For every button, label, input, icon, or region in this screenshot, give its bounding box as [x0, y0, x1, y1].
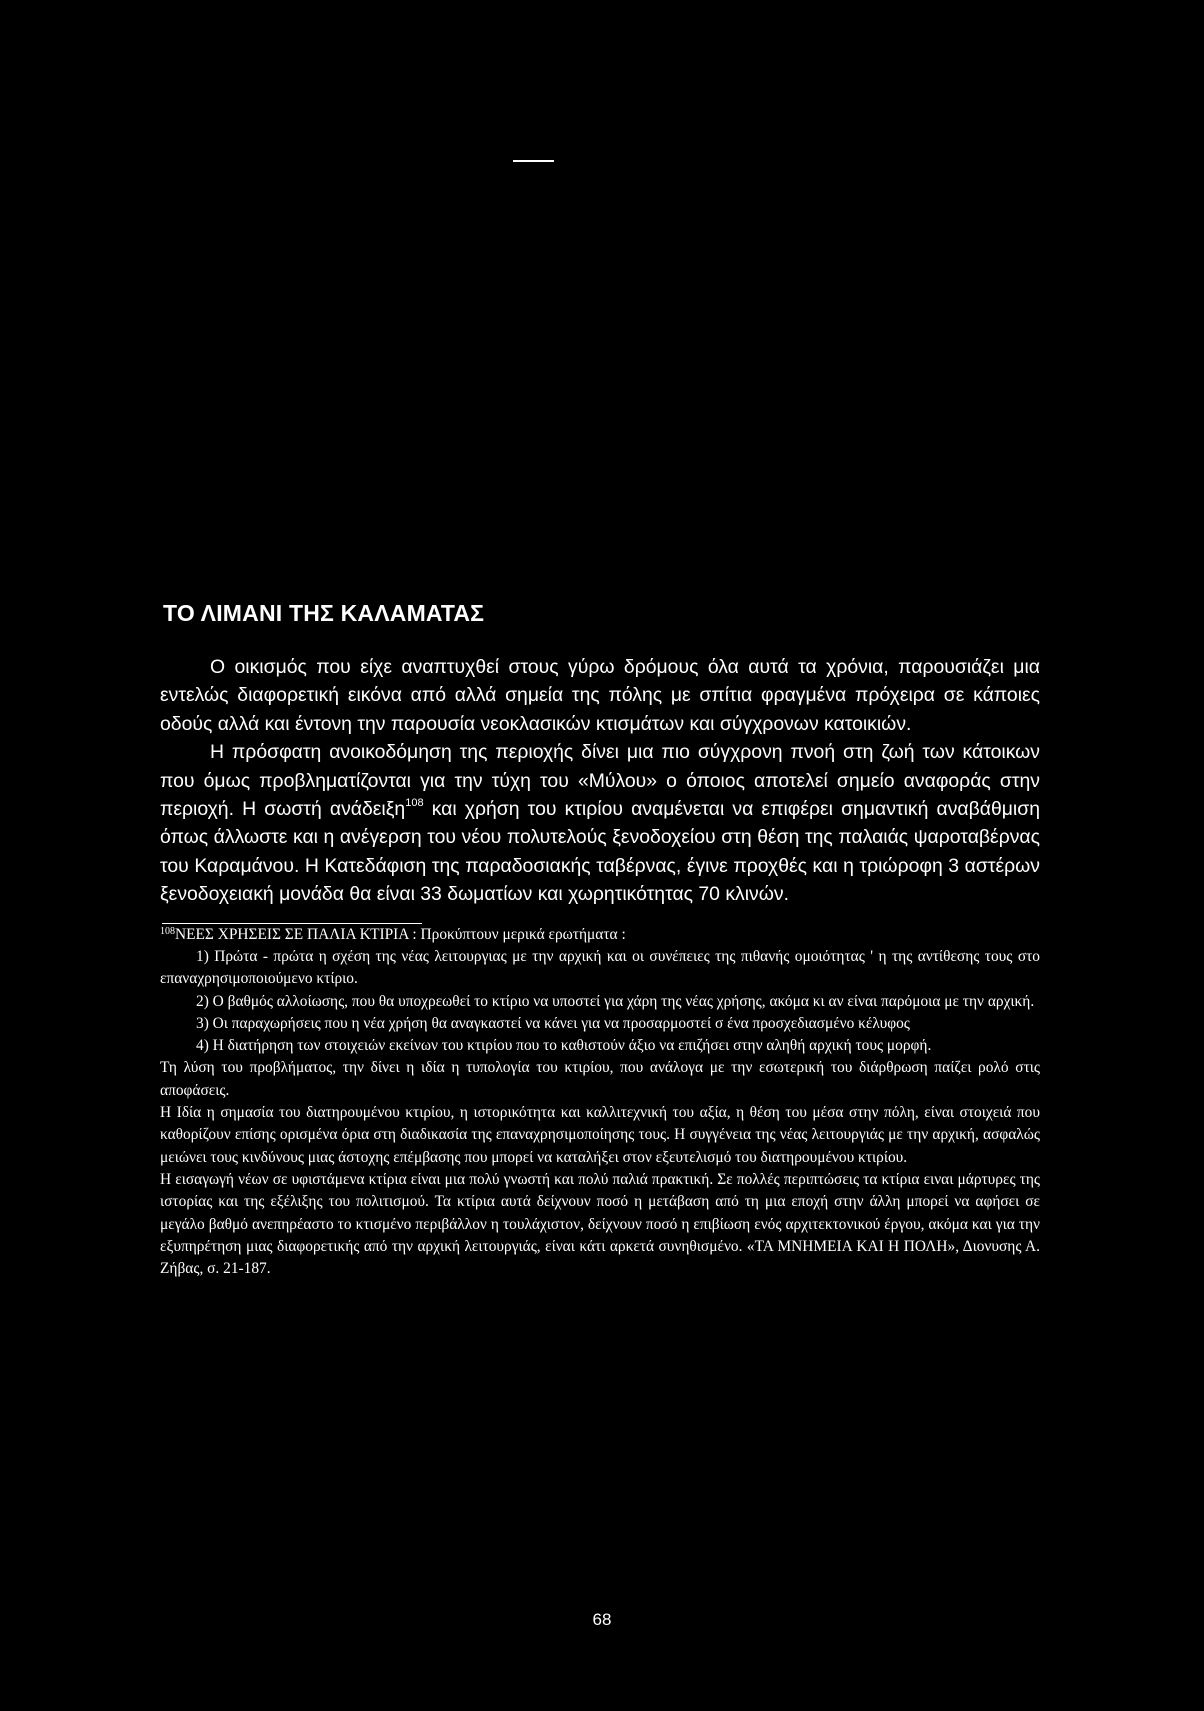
footnote-question-2: 2) Ο βαθμός αλλοίωσης, που θα υποχρεωθεί το κτίριο να υποστεί για χάρη της νέας χρήσης, ακόμα κι αν είναι παρόμοια με την αρχική. [196, 992, 1035, 1010]
footnote-question-4: 4) Η διατήρηση των στοιχειών εκείνων του κτιρίου που το καθιστούν άξιο να επιζήσει στην αληθή αρχική τους μορφή. [196, 1037, 932, 1055]
body-paragraph-1: Ο οικισμός που είχε αναπτυχθεί στους γύρω δρόμους όλα αυτά τα χρόνια, παρουσιάζει μια εντελώς διαφορετική εικόνα από αλλά σημεία της πόλης με σπίτια φραγμένα πρόχειρα σε κάποιες οδούς αλλά και έντονη την παρουσία νεοκλασικών κτισμάτων και σύγχρονων κατοικιών. [160, 656, 1040, 735]
body-paragraph-2-start: Η πρόσφατη ανοικοδόμηση της περιοχής δίνει μια πιο σύγχρονη πνοή στη ζωή των κάτοικων που όμως προβληματίζονται για την τύχη του «Μύλου» ο όποιος αποτελεί σημείο αναφοράς στην περιοχή. Η σωστή ανάδειξη [160, 741, 1040, 821]
page-number: 68 [592, 1610, 612, 1629]
footnote-paragraph-significance: Η Ιδία η σημασία του διατηρουμένου κτιρίου, η ιστορικότητα και καλλιτεχνική του αξία, η θέση του μέσα στην πόλη, είναι στοιχειά που καθορίζουν επίσης ορισμένα όρια στη διαδικασία της επαναχρησιμοποίησης τους. Η συγγένεια της νέας λειτουργιάς με την αρχική, ασφαλώς μειώνει τους κινδύνους μιας άστοχης επέμβασης που μπορεί να καταλήξει στον εξευτελισμό του διατηρουμένου κτιρίου. [160, 1104, 1040, 1166]
footnote-paragraph-practice: Η εισαγωγή νέων σε υφιστάμενα κτίρια είναι μια πολύ γνωστή και πολύ παλιά πρακτική. Σε πολλές περιπτώσεις τα κτίρια ειναι μάρτυρες της ιστορίας και της εξέλιξης του πολιτισμού. Τα κτίρια αυτά δείχνουν ποσό η μετάβαση από τη μια εποχή στην άλλη μπορεί να αφήσει σε μεγάλο βαθμό ανεπηρέαστο το κτισμένο περιβάλλον η τουλάχιστον, δείχνουν ποσό η επιβίωση ενός αρχιτεκτονικού έργου, ακόμα και για την εξυπηρέτηση μιας διαφορετικής από την αρχική λειτουργιάς, είναι κάτι αρκετά συνηθισμένο. «ΤΑ ΜΝΗΜΕΙΑ ΚΑΙ Η ΠΟΛΗ», Διονυσης Α. Ζήβας, σ. 21-187. [160, 1170, 1040, 1278]
footnote-heading-text: ΝΕΕΣ ΧΡΗΣΕΙΣ ΣΕ ΠΑΛΙΑ ΚΤΙΡΙΑ : Προκύπτουν μερικά ερωτήματα : [175, 925, 626, 943]
body-paragraph-2 [160, 738, 1040, 908]
footnote-reference: 108 [405, 797, 424, 810]
page-content [160, 600, 1040, 1280]
footnote-heading [160, 924, 1040, 946]
footnote [160, 923, 1040, 1281]
footnote-number: 108 [160, 925, 175, 937]
body-paragraph-2-end: και χρήση του κτιρίου αναμένεται να επιφέρει σημαντική αναβάθμιση όπως άλλωστε και η ανέγερση του νέου πολυτελούς ξενοδοχείου στη θέση της παλαιάς ψαροταβέρνας του Καραμάνου. Η Κατεδάφιση της παραδοσιακής ταβέρνας, έγινε προχθές και η τριώροφη 3 αστέρων ξενοδοχειακή μονάδα θα είναι 33 δωματίων και χωρητικότητας 70 κλινών. [160, 798, 1040, 906]
top-rule [513, 160, 554, 162]
footnote-paragraph-solution: Τη λύση του προβλήματος, την δίνει η ιδία η τυπολογία του κτιρίου, που ανάλογα με την εσωτερική του διάρθρωση παίζει ρολό στις αποφάσεις. [160, 1059, 1040, 1099]
footnote-question-1: 1) Πρώτα - πρώτα η σχέση της νέας λειτουργιας με την αρχική και οι συνέπειες της πιθανής ομοιότητας ' η της αντίθεσης τους στο επαναχρησιμοποιούμενο κτίριο. [160, 947, 1040, 988]
page-title: ΤΟ ΛΙΜΑΝΙ ΤΗΣ ΚΑΛΑΜΑΤΑΣ [163, 600, 485, 626]
footnote-question-3: 3) Οι παραχωρήσεις που η νέα χρήση θα αναγκαστεί να κάνει για να προσαρμοστεί σ ένα προσχεδιασμένο κέλυφος [196, 1014, 910, 1032]
